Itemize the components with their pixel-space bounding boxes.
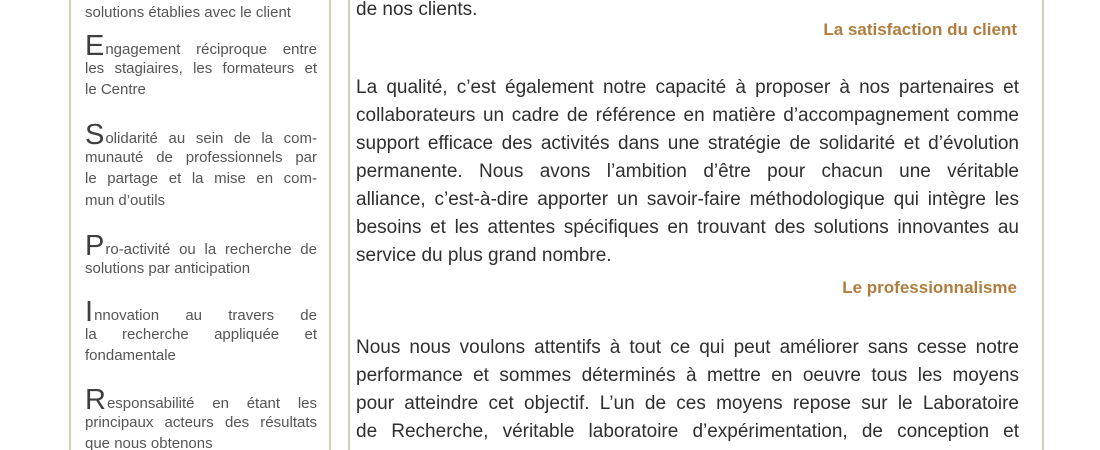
value-line: principaux acteurs des résultats (85, 413, 317, 431)
paragraph-line: performance et sommes déterminés à mettre en oeuvre tous les moyens (356, 365, 1019, 386)
paragraph-line: alliance, c’est-à-dire apporter un savoir-faire méthodologique qui intègre les (356, 189, 1019, 210)
value-line: la recherche appliquée et (85, 325, 317, 343)
paragraph-line: La qualité, c’est également notre capacité à proposer à nos partenaires et (356, 77, 1019, 98)
paragraph-line: pour atteindre cet objectif. L’un de ces moyens repose sur le Laboratoire (356, 393, 1019, 414)
value-line: solutions par anticipation (85, 259, 251, 277)
value-line: que nous obtenons (85, 435, 213, 450)
sidebar-fragment: solutions établies avec le client (85, 4, 291, 21)
values-sidebar (69, 0, 331, 450)
acrostic-letter: P (85, 230, 105, 262)
value-line: les stagiaires, les formateurs et (85, 59, 317, 77)
paragraph-line: collaborateurs un cadre de référence en matière d’accompagnement comme (356, 105, 1019, 126)
paragraph-line: permanente. Nous avons l’ambition d’être pour chacun une véritable (356, 161, 1019, 182)
acrostic-letter: R (85, 384, 106, 416)
main-text-column (348, 0, 1044, 450)
value-line: fondamentale (85, 347, 176, 364)
value-line: le partage et la mise en com- (85, 170, 317, 187)
acrostic-letter: E (85, 30, 105, 62)
heading-satisfaction: La satisfaction du client (823, 20, 1017, 39)
value-solidarite (85, 119, 317, 211)
paragraph-line: support efficace des activités dans une stratégie de solidarité et d’évolution (356, 133, 1019, 154)
paragraph-line: service du plus grand nombre. (356, 245, 612, 266)
value-line: ro-activité ou la recherche de (105, 241, 317, 258)
value-pro-activite (85, 230, 317, 279)
value-line: munauté de professionnels par (85, 148, 317, 166)
value-engagement (85, 30, 317, 101)
value-line: mun d’outils (85, 191, 166, 209)
paragraph-line: besoins et les attentes spécifiques en trouvant des solutions innovantes au (356, 217, 1019, 238)
value-line: le Centre (85, 81, 146, 98)
value-line: esponsabilité en étant les (106, 395, 317, 412)
value-innovation (85, 296, 317, 367)
paragraph-line: Nous nous voulons attentifs à tout ce qui peut améliorer sans cesse notre (356, 337, 1019, 358)
value-line: olidarité au sein de la com- (105, 130, 317, 147)
value-line: nnovation au travers de (94, 307, 317, 324)
paragraph-line: de Recherche, véritable laboratoire d’expérimentation, de conception et (356, 421, 1019, 442)
top-fragment: de nos clients. (356, 0, 478, 20)
heading-professionalism: Le professionnalisme (842, 278, 1017, 297)
acrostic-letter: I (85, 296, 94, 328)
value-responsabilite (85, 384, 317, 450)
acrostic-letter: S (85, 119, 105, 151)
value-line: ngagement réciproque entre (105, 41, 317, 58)
